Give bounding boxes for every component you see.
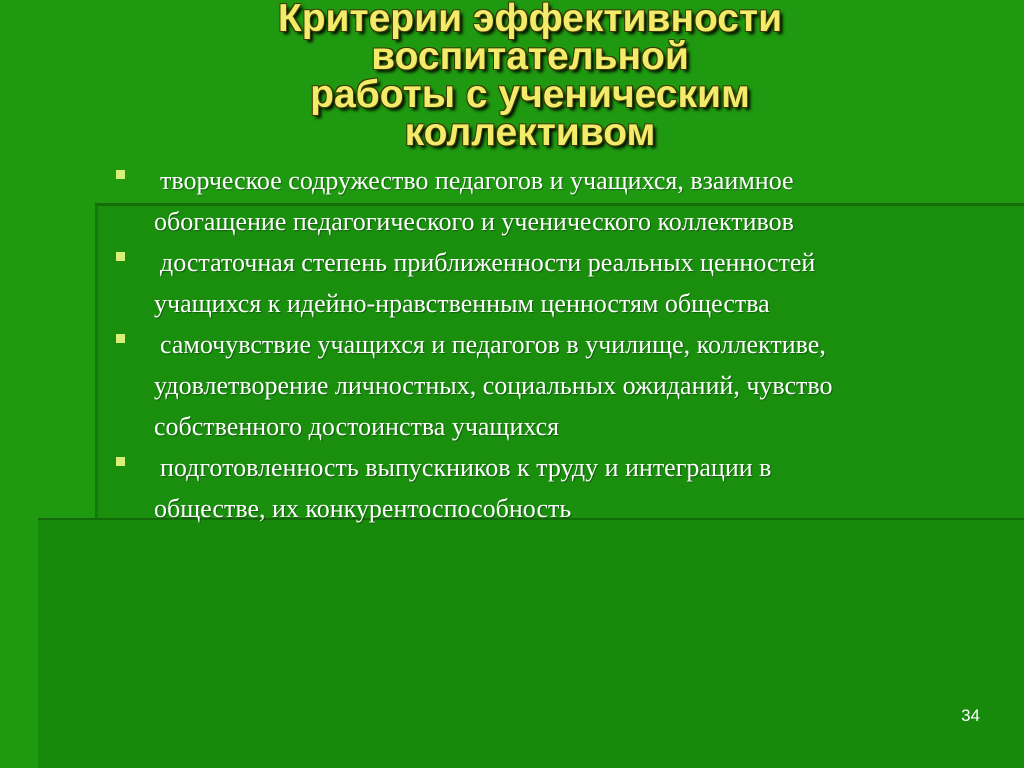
- bullet-text: подготовленность выпускников к труду и интеграции в обществе, их конкурентоспособность: [154, 453, 772, 523]
- background-panel-lower: [38, 518, 1024, 768]
- bullet-text: самочувствие учащихся и педагогов в училище, коллективе, удовлетворение личностных, социальных ожиданий, чувство собственного достоинства учащихся: [154, 330, 833, 441]
- bullet-text: творческое содружество педагогов и учащихся, взаимное обогащение педагогического и ученического коллективов: [154, 166, 794, 236]
- title-line: работы с ученическим: [310, 73, 750, 116]
- bullet-item: [112, 160, 872, 242]
- square-bullet-icon: [116, 170, 125, 179]
- title-line: Критерии эффективности: [277, 0, 783, 40]
- page-number: 34: [961, 706, 980, 725]
- title-line: воспитательной: [371, 35, 689, 78]
- title-line: коллективом: [404, 111, 656, 154]
- square-bullet-icon: [116, 252, 125, 261]
- bullet-text: достаточная степень приближенности реальных ценностей учащихся к идейно-нравственным ценностям общества: [154, 248, 816, 318]
- bullet-item: [112, 242, 872, 324]
- bullet-item: [112, 447, 872, 529]
- slide-title: [170, 0, 890, 152]
- bullet-list: [112, 160, 872, 529]
- square-bullet-icon: [116, 334, 125, 343]
- panel-edge-line: [95, 205, 98, 518]
- square-bullet-icon: [116, 457, 125, 466]
- bullet-item: [112, 324, 872, 447]
